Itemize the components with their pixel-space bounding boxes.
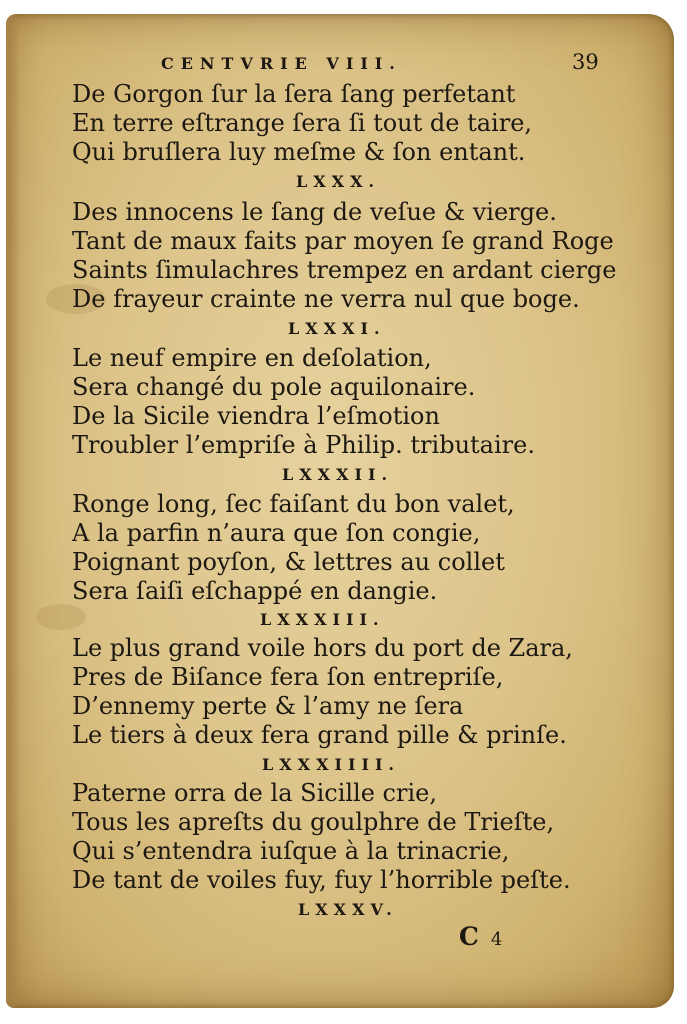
verse-line: De la Sicile viendra l’eſmotion	[72, 402, 440, 430]
verse-line: Le neuf empire en deſolation,	[72, 344, 432, 372]
paper-stain	[36, 604, 86, 630]
quatrain-number: LXXXII.	[282, 465, 394, 484]
verse-line: Sera changé du pole aquilonaire.	[72, 373, 476, 401]
running-title: CENTVRIE VIII.	[161, 54, 402, 73]
book-page	[6, 14, 674, 1008]
page-binding-edge	[6, 14, 20, 1008]
folio-number: 39	[572, 50, 599, 74]
verse-line: Pres de Biſance fera ſon entrepriſe,	[72, 663, 504, 691]
verse-line: Ronge long, ſec faiſant du bon valet,	[72, 490, 515, 518]
verse-line: De Gorgon ſur la ſera ſang perfetant	[72, 80, 516, 108]
verse-line: De tant de voiles fuy, fuy l’horrible peſte.	[72, 866, 571, 894]
quatrain-number: LXXX.	[296, 172, 381, 191]
verse-line: A la parfin n’aura que ſon congie,	[72, 519, 481, 547]
verse-line: De frayeur crainte ne verra nul que boge.	[72, 285, 580, 313]
verse-line: Tous les apreſts du goulphre de Trieſte,	[72, 808, 555, 836]
verse-line: Sera ſaiſi eſchappé en dangie.	[72, 577, 438, 605]
verse-line: Qui s’entendra iuſque à la trinacrie,	[72, 837, 510, 865]
quatrain-number: LXXXI.	[288, 319, 386, 338]
signature-letter: C	[459, 922, 479, 951]
verse-line: Saints ſimulachres trempez en ardant cierge	[72, 256, 617, 284]
verse-line: Tant de maux faits par moyen ſe grand Roge	[72, 227, 614, 255]
verse-line: En terre eſtrange ſera ſi tout de taire,	[72, 109, 533, 137]
verse-line: Paterne orra de la Sicille crie,	[72, 779, 437, 807]
verse-line: Des innocens le ſang de veſue & vierge.	[72, 198, 557, 226]
signature-mark	[459, 922, 502, 951]
signature-number: 4	[490, 929, 503, 950]
verse-line: Le plus grand voile hors du port de Zara,	[72, 634, 573, 662]
quatrain-number: LXXXIIII.	[262, 755, 400, 774]
quatrain-number: LXXXV.	[298, 900, 398, 919]
verse-line: Poignant poyſon, & lettres au collet	[72, 548, 505, 576]
verse-line: Le tiers à deux fera grand pille & prinſe.	[72, 721, 567, 749]
verse-line: Troubler l’empriſe à Philip. tributaire.	[72, 431, 535, 459]
verse-line: D’ennemy perte & l’amy ne ſera	[72, 692, 464, 720]
quatrain-number: LXXXIII.	[260, 610, 385, 629]
verse-line: Qui bruſlera luy meſme & ſon entant.	[72, 138, 526, 166]
